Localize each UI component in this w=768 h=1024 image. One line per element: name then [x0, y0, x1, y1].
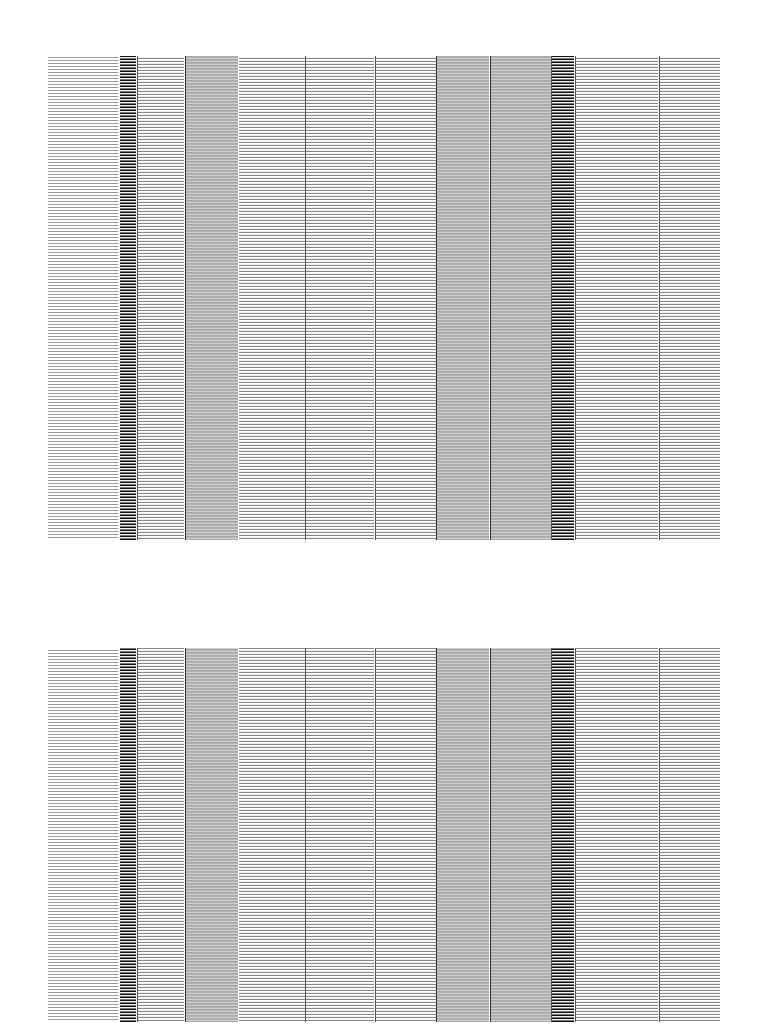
- column-divider: [375, 648, 376, 1022]
- table-sheet-bottom: [48, 642, 720, 1022]
- shaded-column: [185, 648, 238, 1022]
- column-divider: [551, 56, 552, 540]
- shaded-column: [490, 56, 551, 540]
- name-column: [138, 648, 184, 1022]
- shaded-column: [490, 648, 551, 1022]
- table-sheet-top: [48, 50, 720, 540]
- code-column: [120, 56, 136, 540]
- text-column: [576, 648, 658, 1022]
- text-column: [660, 56, 720, 540]
- text-column: [306, 648, 374, 1022]
- column-divider: [375, 56, 376, 540]
- code-column: [552, 648, 574, 1022]
- column-divider: [305, 56, 306, 540]
- text-column: [576, 56, 658, 540]
- column-divider: [575, 648, 576, 1022]
- numeric-columns: [48, 648, 118, 1022]
- column-divider: [551, 648, 552, 1022]
- column-divider: [137, 56, 138, 540]
- text-column: [376, 56, 436, 540]
- text-column: [306, 56, 374, 540]
- shaded-column: [436, 56, 489, 540]
- shaded-column: [436, 648, 489, 1022]
- numeric-columns: [48, 56, 118, 540]
- code-column: [552, 56, 574, 540]
- text-column: [660, 648, 720, 1022]
- shaded-column: [185, 56, 238, 540]
- text-column: [376, 648, 436, 1022]
- column-divider: [305, 648, 306, 1022]
- code-column: [120, 648, 136, 1022]
- text-column: [239, 648, 305, 1022]
- column-divider: [575, 56, 576, 540]
- name-column: [138, 56, 184, 540]
- column-divider: [137, 648, 138, 1022]
- column-divider: [659, 648, 660, 1022]
- column-divider: [659, 56, 660, 540]
- text-column: [239, 56, 305, 540]
